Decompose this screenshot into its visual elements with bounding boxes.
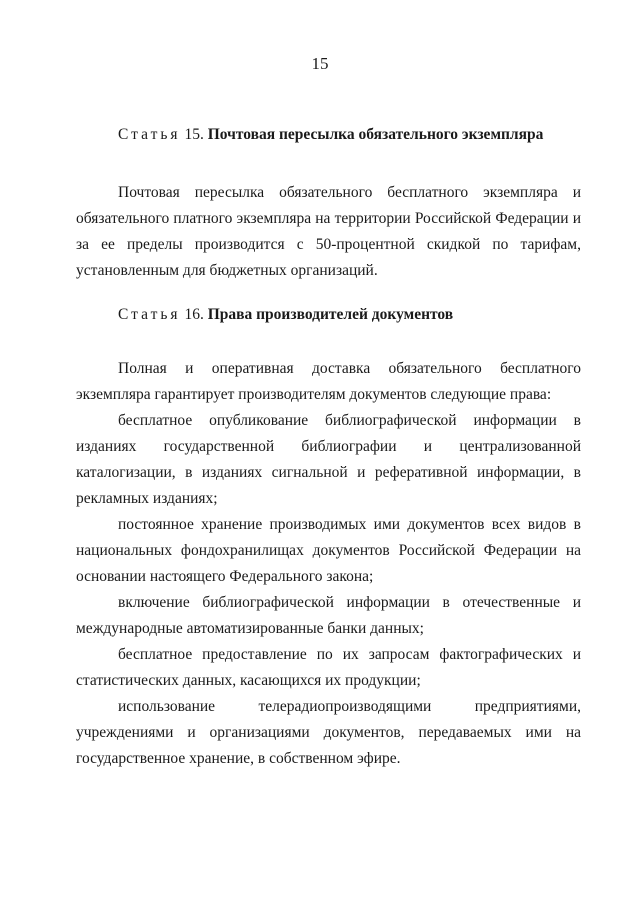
article-16-right-item: включение библиографической информации в отечественные и международные автоматизированные банки данных;: [76, 594, 581, 637]
article-16-intro: Полная и оперативная доставка обязательного бесплатного экземпляра гарантирует производителям документов следующие права:: [76, 360, 581, 403]
article-15-paragraph: Почтовая пересылка обязательного бесплатного экземпляра и обязательного платного экземпляра на территории Российской Федерации и за ее пределы производится с 50-процентной скидкой по тарифам, установленным для бюджетных организаций.: [76, 184, 581, 279]
article-15-word: Статья: [118, 126, 181, 143]
article-15-number: 15.: [184, 126, 204, 143]
article-15-heading: [118, 126, 543, 144]
article-16-number: 16.: [184, 306, 204, 323]
article-16-right-item: бесплатное предоставление по их запросам фактографических и статистических данных, касающихся их продукции;: [76, 646, 581, 689]
article-16-right-item: использование телерадиопроизводящими предприятиями, учреждениями и организациями документов, передаваемых ими на государственное хранение, в собственном эфире.: [76, 698, 581, 767]
page-number: 15: [311, 54, 329, 73]
article-16-title: Права производителей документов: [207, 306, 454, 323]
article-16-heading: [118, 306, 453, 324]
article-16-right-item: бесплатное опубликование библиографической информации в изданиях государственной библиографии и централизованной каталогизации, в изданиях сигнальной и реферативной информации, в рекламных изданиях;: [76, 412, 581, 507]
article-15-title: Почтовая пересылка обязательного экземпляра: [207, 126, 544, 143]
article-16-word: Статья: [118, 306, 181, 323]
article-16-right-item: постоянное хранение производимых ими документов всех видов в национальных фондохранилищах документов Российской Федерации на основании настоящего Федерального закона;: [76, 516, 581, 585]
